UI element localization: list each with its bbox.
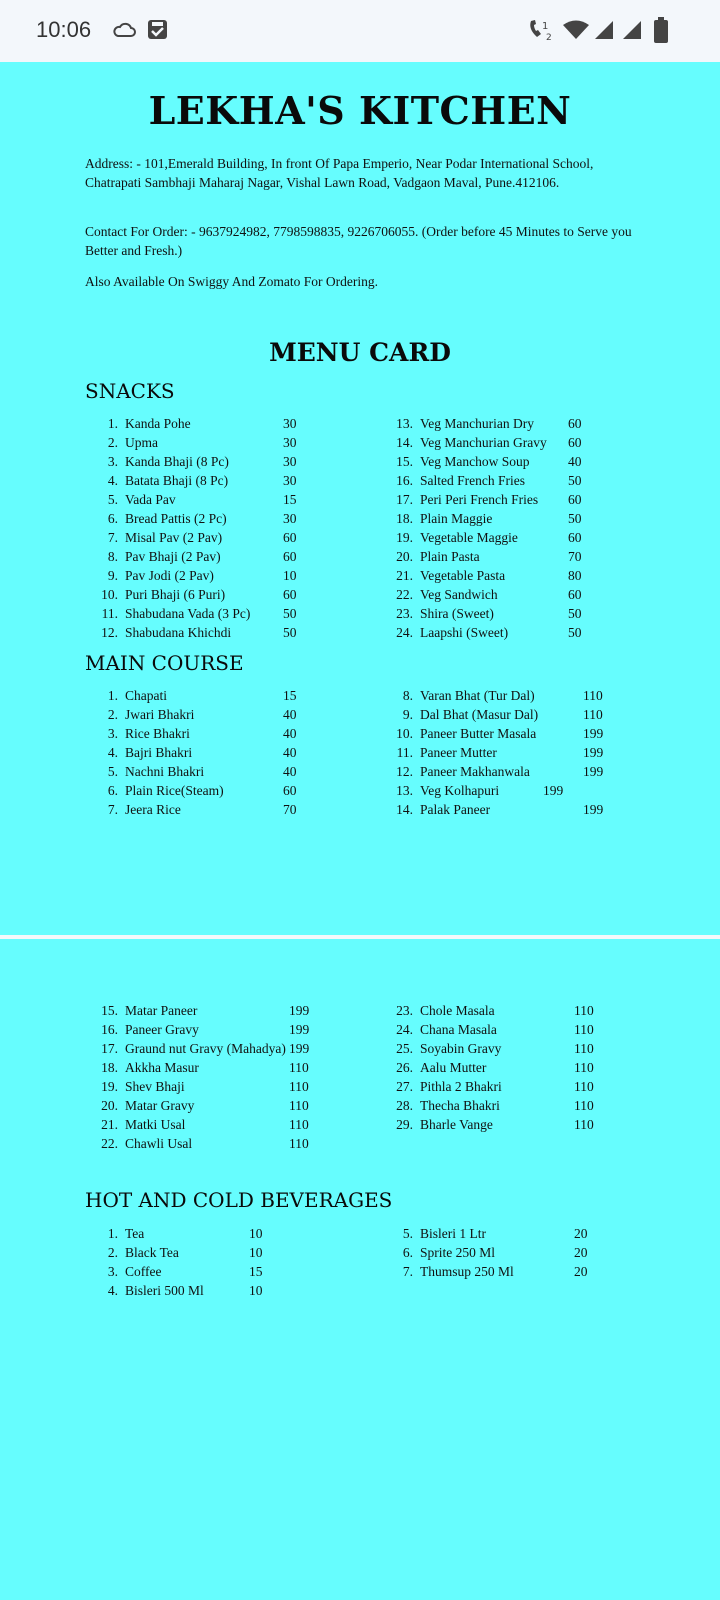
menu-item <box>93 547 333 566</box>
menu-item-number: 14. <box>396 435 413 450</box>
menu-item <box>93 490 333 509</box>
menu-item-price: 110 <box>289 1079 309 1094</box>
menu-item <box>388 490 628 509</box>
menu-item-number: 23. <box>396 1003 413 1018</box>
menu-item-name: Matar Gravy <box>125 1098 195 1113</box>
menu-item-number: 7. <box>107 530 118 545</box>
menu-item <box>388 585 628 604</box>
menu-item-name: Jwari Bhakri <box>125 707 195 722</box>
menu-item <box>388 1096 628 1115</box>
address-text: Address: - 101,Emerald Building, In front Of Papa Emperio, Near Podar International School, Chatrapati Sambhaji Maharaj Nagar, Vishal Lawn Road, Vadgaon Maval, Pune.412106. <box>85 156 594 190</box>
menu-item-price: 110 <box>289 1060 309 1075</box>
menu-item <box>93 1077 343 1096</box>
menu-item <box>388 1243 628 1262</box>
menu-item-price: 15 <box>283 688 297 703</box>
menu-item-number: 24. <box>396 1022 413 1037</box>
menu-item-name: Paneer Mutter <box>420 745 497 760</box>
menu-item-name: Varan Bhat (Tur Dal) <box>420 688 535 703</box>
menu-item-name: Graund nut Gravy (Mahadya) <box>125 1041 286 1056</box>
menu-item-name: Palak Paneer <box>420 802 491 817</box>
menu-item-price: 30 <box>283 511 297 526</box>
menu-item-number: 3. <box>107 726 118 741</box>
menu-item-name: Batata Bhaji (8 Pc) <box>125 473 229 488</box>
menu-item <box>388 433 628 452</box>
menu-item-number: 18. <box>101 1060 118 1075</box>
menu-item-price: 10 <box>249 1226 263 1241</box>
menu-item-price: 110 <box>574 1041 594 1056</box>
menu-item-name: Chawli Usal <box>125 1136 193 1151</box>
menu-item-name: Chapati <box>125 688 167 703</box>
menu-item-price: 199 <box>583 745 604 760</box>
menu-item-name: Coffee <box>125 1264 162 1279</box>
menu-item-price: 15 <box>283 492 297 507</box>
menu-item <box>93 705 333 724</box>
menu-item-number: 13. <box>396 783 413 798</box>
menu-item-name: Bajri Bhakri <box>125 745 193 760</box>
menu-item-name: Pav Bhaji (2 Pav) <box>125 549 221 564</box>
menu-item-price: 199 <box>583 726 604 741</box>
menu-item-price: 40 <box>568 454 582 469</box>
menu-item <box>388 705 638 724</box>
menu-item-name: Nachni Bhakri <box>125 764 205 779</box>
menu-item-price: 110 <box>574 1117 594 1132</box>
menu-item <box>388 414 628 433</box>
menu-item-price: 30 <box>283 454 297 469</box>
svg-text:1: 1 <box>542 21 549 32</box>
menu-item <box>388 509 628 528</box>
menu-item <box>93 724 333 743</box>
menu-item-name: Black Tea <box>125 1245 179 1260</box>
menu-item-number: 12. <box>101 625 118 640</box>
status-bar <box>0 0 720 62</box>
menu-item-name: Plain Maggie <box>420 511 493 526</box>
menu-item-number: 10. <box>396 726 413 741</box>
menu-item-number: 21. <box>396 568 413 583</box>
menu-item-name: Akkha Masur <box>125 1060 199 1075</box>
menu-item <box>93 762 333 781</box>
menu-item-name: Salted French Fries <box>420 473 525 488</box>
menu-item <box>388 1115 628 1134</box>
menu-item <box>93 604 333 623</box>
menu-item-price: 20 <box>574 1226 588 1241</box>
menu-item-name: Sprite 250 Ml <box>420 1245 496 1260</box>
menu-item <box>388 623 628 642</box>
menu-item-price: 40 <box>283 764 297 779</box>
menu-item-number: 19. <box>101 1079 118 1094</box>
menu-item-number: 6. <box>107 783 118 798</box>
menu-item <box>388 452 628 471</box>
menu-item <box>388 1058 628 1077</box>
menu-item-price: 80 <box>568 568 582 583</box>
menu-item-price: 50 <box>568 473 582 488</box>
menu-item-price: 110 <box>574 1022 594 1037</box>
menu-item-name: Peri Peri French Fries <box>420 492 539 507</box>
menu-item-price: 199 <box>289 1022 310 1037</box>
menu-item <box>93 528 333 547</box>
menu-item <box>388 471 628 490</box>
menu-item-number: 17. <box>396 492 413 507</box>
menu-item-price: 60 <box>283 783 297 798</box>
menu-item <box>388 1224 628 1243</box>
menu-item-number: 5. <box>402 1226 413 1241</box>
menu-item-price: 199 <box>289 1003 310 1018</box>
menu-item-name: Vegetable Maggie <box>420 530 518 545</box>
beverages-heading: HOT AND COLD BEVERAGES <box>85 1188 393 1212</box>
menu-item-price: 60 <box>568 492 582 507</box>
menu-item-price: 50 <box>283 606 297 621</box>
menu-item-number: 4. <box>107 1283 118 1298</box>
menu-item-name: Soyabin Gravy <box>420 1041 502 1056</box>
menu-item-name: Kanda Bhaji (8 Pc) <box>125 454 229 469</box>
menu-item-name: Pav Jodi (2 Pav) <box>125 568 214 583</box>
menu-item-price: 199 <box>583 802 604 817</box>
menu-item-name: Plain Pasta <box>420 549 480 564</box>
menu-item-name: Puri Bhaji (6 Puri) <box>125 587 226 602</box>
menu-item-number: 28. <box>396 1098 413 1113</box>
menu-item-number: 1. <box>107 416 118 431</box>
menu-item-price: 50 <box>568 606 582 621</box>
svg-text:2: 2 <box>546 33 552 42</box>
menu-item-price: 60 <box>568 416 582 431</box>
menu-item-name: Rice Bhakri <box>125 726 190 741</box>
menu-item-name: Bisleri 1 Ltr <box>420 1226 486 1241</box>
menu-item-price: 60 <box>568 530 582 545</box>
menu-item-price: 110 <box>289 1098 309 1113</box>
menu-item-price: 10 <box>283 568 297 583</box>
beverages-list-1 <box>93 1224 293 1300</box>
menu-item <box>93 509 333 528</box>
menu-item-name: Chole Masala <box>420 1003 495 1018</box>
menu-item <box>388 743 638 762</box>
menu-item-number: 27. <box>396 1079 413 1094</box>
menu-item <box>388 566 628 585</box>
menu-item <box>93 800 333 819</box>
menu-item-number: 12. <box>396 764 413 779</box>
menu-item-name: Bread Pattis (2 Pc) <box>125 511 227 526</box>
menu-item-price: 40 <box>283 745 297 760</box>
menu-item <box>93 471 333 490</box>
menu-item-name: Thecha Bhakri <box>420 1098 500 1113</box>
menu-item-price: 50 <box>283 625 297 640</box>
wifi-call-icon <box>527 18 555 42</box>
menu-item-price: 70 <box>568 549 582 564</box>
menu-item <box>388 1039 628 1058</box>
menu-item-price: 60 <box>283 549 297 564</box>
menu-item-number: 25. <box>396 1041 413 1056</box>
menu-item-number: 16. <box>396 473 413 488</box>
menu-item-price: 110 <box>289 1117 309 1132</box>
menu-item <box>93 1096 343 1115</box>
menu-item-price: 30 <box>283 473 297 488</box>
menu-item <box>388 762 638 781</box>
contact-text: Contact For Order: - 9637924982, 7798598835, 9226706055. (Order before 45 Minutes to Serve you Better and Fresh.) <box>85 224 632 258</box>
menu-item-number: 14. <box>396 802 413 817</box>
main-course-list-3 <box>93 1001 343 1153</box>
menu-item <box>93 743 333 762</box>
menu-item <box>388 1001 628 1020</box>
menu-item-number: 15. <box>396 454 413 469</box>
menu-item-name: Chana Masala <box>420 1022 497 1037</box>
menu-item-price: 50 <box>568 625 582 640</box>
menu-item-number: 13. <box>396 416 413 431</box>
menu-item-number: 6. <box>107 511 118 526</box>
menu-item-name: Misal Pav (2 Pav) <box>125 530 223 545</box>
menu-item-name: Plain Rice(Steam) <box>125 783 224 798</box>
menu-item <box>93 623 333 642</box>
menu-item <box>93 452 333 471</box>
menu-item-price: 110 <box>583 688 603 703</box>
menu-item-name: Pithla 2 Bhakri <box>420 1079 502 1094</box>
menu-item-price: 40 <box>283 726 297 741</box>
main-course-heading: MAIN COURSE <box>85 651 244 675</box>
menu-item-name: Matki Usal <box>125 1117 186 1132</box>
menu-item-number: 7. <box>402 1264 413 1279</box>
menu-item-price: 30 <box>283 416 297 431</box>
menu-item-name: Vada Pav <box>125 492 176 507</box>
menu-item-price: 30 <box>283 435 297 450</box>
signal-icon-2 <box>622 20 642 40</box>
menu-item <box>93 566 333 585</box>
menu-item-name: Vegetable Pasta <box>420 568 506 583</box>
menu-item-name: Paneer Butter Masala <box>420 726 537 741</box>
menu-item-number: 7. <box>107 802 118 817</box>
cloud-icon <box>112 22 136 38</box>
menu-item <box>388 547 628 566</box>
menu-item-number: 2. <box>107 707 118 722</box>
menu-item-number: 17. <box>101 1041 118 1056</box>
menu-item-number: 5. <box>107 492 118 507</box>
menu-item <box>93 781 333 800</box>
menu-item <box>93 1058 343 1077</box>
menu-item <box>93 686 333 705</box>
menu-item-number: 16. <box>101 1022 118 1037</box>
menu-item-price: 40 <box>283 707 297 722</box>
menu-item-price: 60 <box>568 587 582 602</box>
menu-item-number: 23. <box>396 606 413 621</box>
menu-item-name: Matar Paneer <box>125 1003 198 1018</box>
menu-item-name: Veg Kolhapuri <box>420 783 500 798</box>
menu-item <box>388 686 638 705</box>
menu-item-number: 10. <box>101 587 118 602</box>
menu-item-name: Veg Manchow Soup <box>420 454 530 469</box>
menu-item <box>93 1020 343 1039</box>
menu-item-number: 3. <box>107 454 118 469</box>
menu-item-price: 60 <box>283 587 297 602</box>
menu-item-number: 22. <box>101 1136 118 1151</box>
restaurant-title: LEKHA'S KITCHEN <box>148 88 572 133</box>
menu-item <box>388 1020 628 1039</box>
menu-item-name: Tea <box>125 1226 145 1241</box>
menu-item-number: 20. <box>396 549 413 564</box>
menu-item-number: 8. <box>107 549 118 564</box>
menu-item-number: 6. <box>402 1245 413 1260</box>
menu-item-number: 20. <box>101 1098 118 1113</box>
menu-item <box>93 1115 343 1134</box>
beverages-list-2 <box>388 1224 628 1281</box>
menu-item-price: 10 <box>249 1283 263 1298</box>
menu-item-number: 21. <box>101 1117 118 1132</box>
menu-item <box>388 604 628 623</box>
battery-icon <box>654 17 668 43</box>
menu-item-price: 110 <box>289 1136 309 1151</box>
menu-item <box>93 1224 293 1243</box>
menu-item <box>93 414 333 433</box>
menu-item-price: 110 <box>583 707 603 722</box>
menu-item-name: Thumsup 250 Ml <box>420 1264 514 1279</box>
menu-item-number: 2. <box>107 1245 118 1260</box>
menu-item-price: 110 <box>574 1098 594 1113</box>
menu-item <box>388 800 638 819</box>
menu-item-name: Upma <box>125 435 158 450</box>
menu-item-price: 199 <box>543 783 564 798</box>
menu-item-number: 9. <box>107 568 118 583</box>
menu-item <box>388 781 638 800</box>
menu-item <box>93 1281 293 1300</box>
menu-item-price: 110 <box>574 1079 594 1094</box>
availability-text: Also Available On Swiggy And Zomato For Ordering. <box>85 274 378 289</box>
menu-item <box>93 1243 293 1262</box>
menu-item-name: Aalu Mutter <box>420 1060 487 1075</box>
menu-item <box>388 724 638 743</box>
menu-item-price: 60 <box>568 435 582 450</box>
menu-item-number: 18. <box>396 511 413 526</box>
menu-item-name: Shira (Sweet) <box>420 606 494 621</box>
menu-item-price: 110 <box>574 1003 594 1018</box>
menu-item-number: 2. <box>107 435 118 450</box>
menu-item-number: 4. <box>107 473 118 488</box>
main-course-list-2 <box>388 686 638 819</box>
menu-item-price: 60 <box>283 530 297 545</box>
menu-item <box>93 1134 343 1153</box>
menu-item <box>93 585 333 604</box>
snacks-heading: SNACKS <box>85 379 175 403</box>
menu-item-number: 22. <box>396 587 413 602</box>
menu-item-number: 11. <box>396 745 413 760</box>
menu-item-number: 1. <box>107 688 118 703</box>
wifi-icon <box>563 20 589 40</box>
menu-item-number: 19. <box>396 530 413 545</box>
menu-card-title: MENU CARD <box>269 338 451 367</box>
menu-item-price: 199 <box>289 1041 310 1056</box>
signal-icon <box>594 20 614 40</box>
menu-item-price: 20 <box>574 1264 588 1279</box>
menu-item-name: Bisleri 500 Ml <box>125 1283 204 1298</box>
main-course-list-4 <box>388 1001 628 1134</box>
menu-item-number: 26. <box>396 1060 413 1075</box>
menu-item <box>93 433 333 452</box>
menu-item-name: Shev Bhaji <box>125 1079 185 1094</box>
status-time: 10:06 <box>36 17 92 42</box>
menu-item-price: 20 <box>574 1245 588 1260</box>
menu-item-name: Shabudana Khichdi <box>125 625 232 640</box>
menu-item-number: 11. <box>101 606 118 621</box>
menu-item-name: Paneer Gravy <box>125 1022 199 1037</box>
menu-item-name: Paneer Makhanwala <box>420 764 530 779</box>
menu-item-name: Jeera Rice <box>125 802 181 817</box>
menu-item-price: 110 <box>574 1060 594 1075</box>
menu-item-price: 70 <box>283 802 297 817</box>
main-course-list-1 <box>93 686 333 819</box>
menu-item-name: Veg Manchurian Gravy <box>420 435 547 450</box>
menu-item-name: Veg Manchurian Dry <box>420 416 534 431</box>
snacks-list-2 <box>388 414 628 642</box>
menu-item <box>93 1262 293 1281</box>
menu-item-number: 1. <box>107 1226 118 1241</box>
menu-item-name: Veg Sandwich <box>420 587 498 602</box>
menu-item <box>93 1039 343 1058</box>
menu-item-name: Kanda Pohe <box>125 416 191 431</box>
menu-item <box>388 1262 628 1281</box>
menu-item-number: 5. <box>107 764 118 779</box>
menu-item-price: 199 <box>583 764 604 779</box>
menu-item-number: 4. <box>107 745 118 760</box>
clipboard-check-icon <box>147 19 168 40</box>
menu-item <box>93 1001 343 1020</box>
menu-item-name: Shabudana Vada (3 Pc) <box>125 606 251 621</box>
menu-item-number: 29. <box>396 1117 413 1132</box>
menu-item-name: Bharle Vange <box>420 1117 493 1132</box>
menu-item <box>388 1077 628 1096</box>
menu-item-price: 10 <box>249 1245 263 1260</box>
menu-item-number: 8. <box>402 688 413 703</box>
menu-item-number: 24. <box>396 625 413 640</box>
menu-item-price: 15 <box>249 1264 263 1279</box>
menu-item-number: 3. <box>107 1264 118 1279</box>
menu-item <box>388 528 628 547</box>
menu-item-name: Dal Bhat (Masur Dal) <box>420 707 539 722</box>
menu-item-number: 15. <box>101 1003 118 1018</box>
menu-item-name: Laapshi (Sweet) <box>420 625 509 640</box>
menu-item-price: 50 <box>568 511 582 526</box>
snacks-list-1 <box>93 414 333 642</box>
menu-item-number: 9. <box>402 707 413 722</box>
